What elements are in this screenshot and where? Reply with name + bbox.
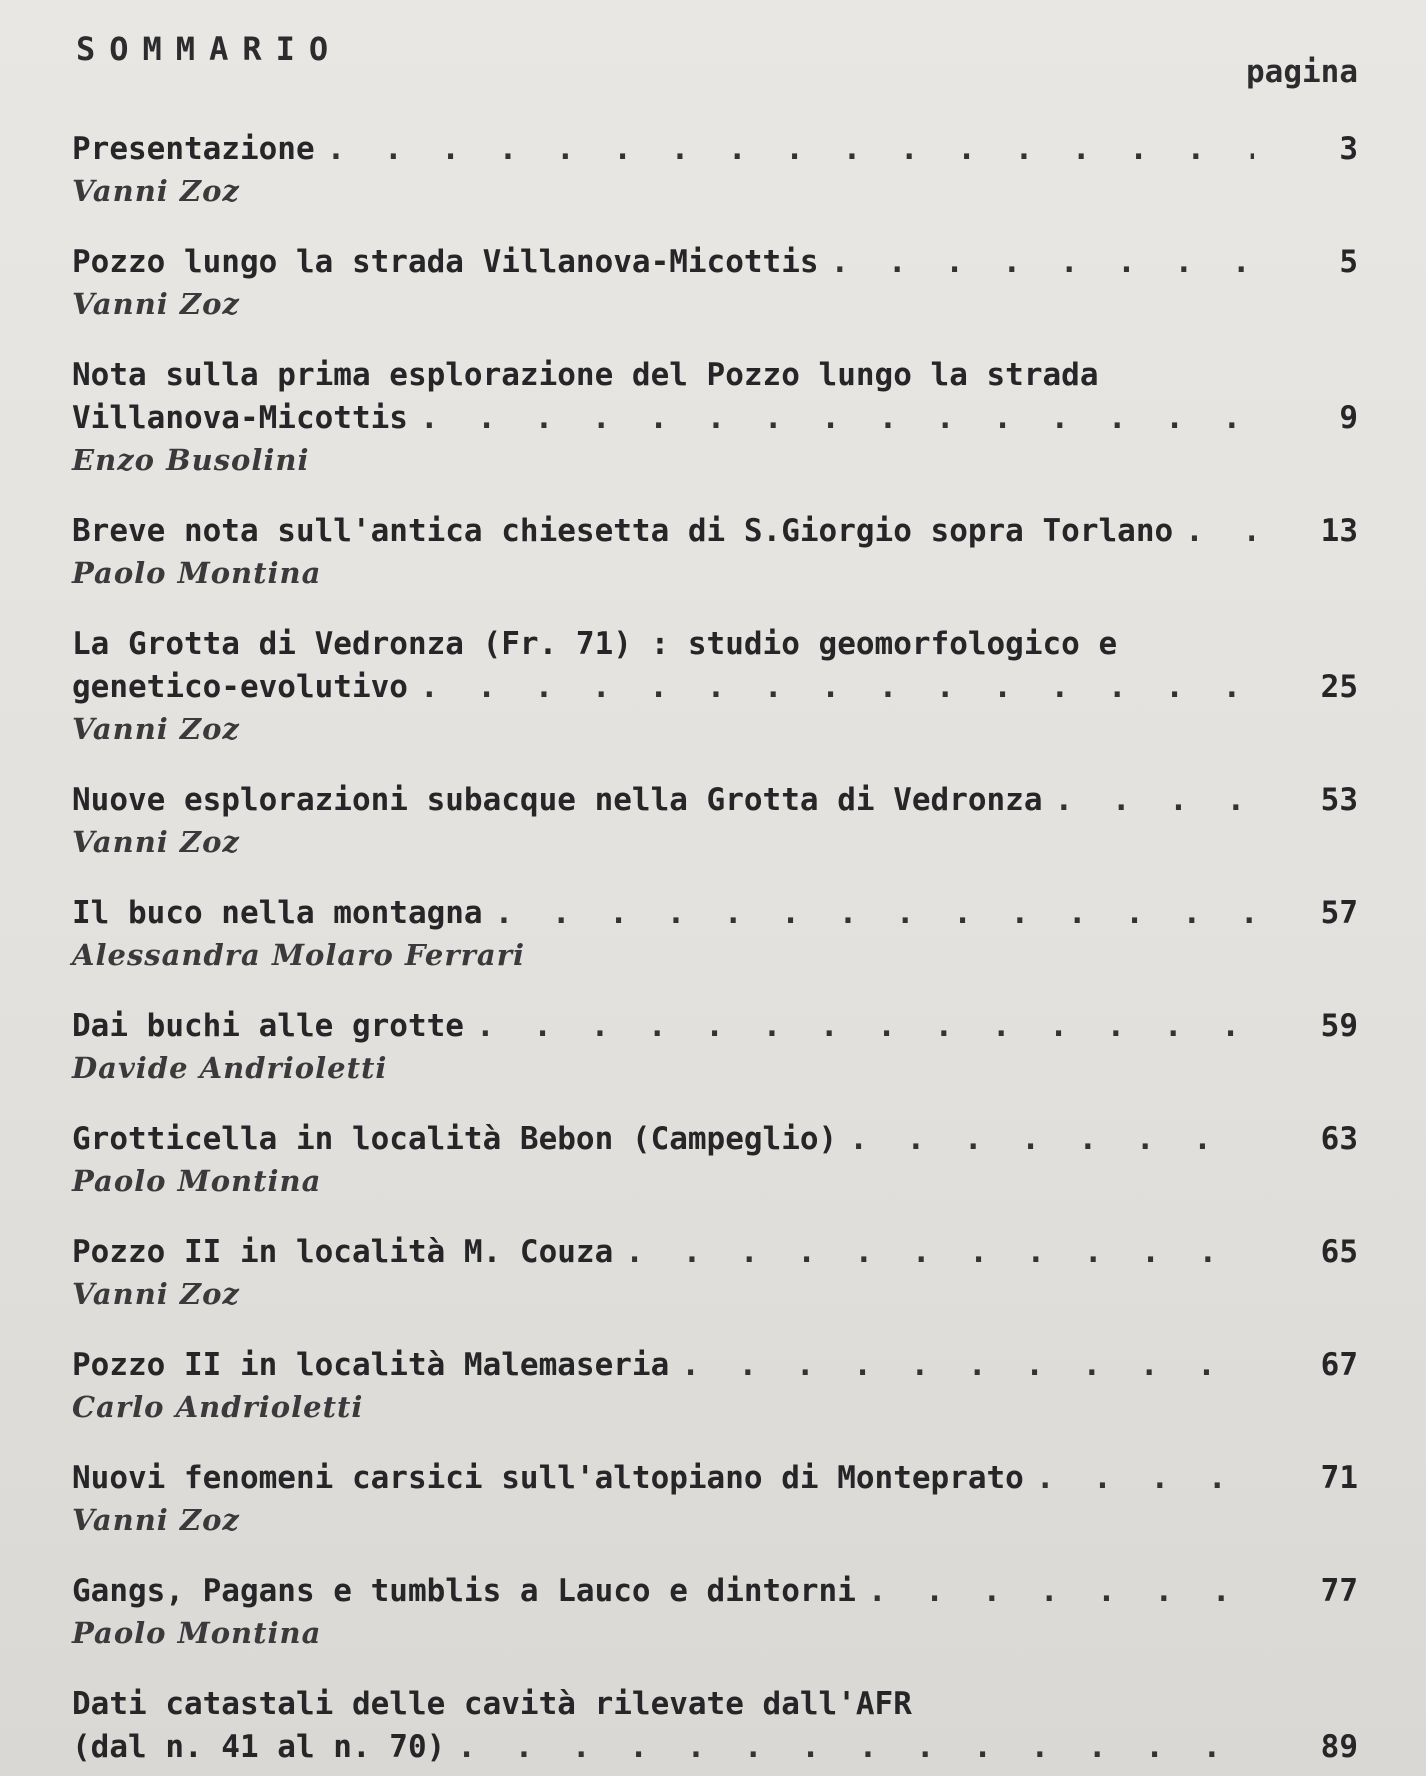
dot-leader <box>613 1231 1254 1274</box>
toc-title-line <box>72 241 1358 284</box>
toc-entry <box>72 241 1358 324</box>
toc-page-number: 63 <box>1320 1121 1358 1157</box>
toc-page-number: 59 <box>1320 1008 1358 1044</box>
toc-title: Presentazione <box>72 131 315 167</box>
toc-entry <box>72 892 1358 975</box>
dot-leader <box>315 128 1254 171</box>
toc-title-line <box>72 354 1358 397</box>
toc-author: Vanni Zoz <box>72 712 240 746</box>
toc-title-line <box>72 1457 1358 1500</box>
toc-title: Il buco nella montagna <box>72 895 483 931</box>
toc-page-number: 3 <box>1339 131 1358 167</box>
dot-leader <box>1043 779 1254 822</box>
toc-entry <box>72 1005 1358 1088</box>
toc-title: Nuove esplorazioni subacque nella Grotta di Vedronza <box>72 782 1043 818</box>
dot-leader <box>1173 510 1254 553</box>
toc-title-line <box>72 1726 1358 1769</box>
dot-leader <box>819 241 1254 284</box>
toc-title-line <box>72 1005 1358 1048</box>
toc-title: (dal n. 41 al n. 70) <box>72 1729 446 1765</box>
toc-title-line <box>72 510 1358 553</box>
dot-leader <box>483 892 1254 935</box>
toc-page-number: 13 <box>1320 513 1358 549</box>
dot-leader <box>1024 1457 1254 1500</box>
toc-author: Paolo Montina <box>72 556 322 590</box>
toc-entry <box>72 1118 1358 1201</box>
toc-author: Enzo Busolini <box>72 443 310 477</box>
toc-title: Pozzo II in località M. Couza <box>72 1234 614 1270</box>
toc-page-number: 5 <box>1339 244 1358 280</box>
toc-entry <box>72 128 1358 211</box>
toc-author: Vanni Zoz <box>72 1503 240 1537</box>
toc-entry <box>72 779 1358 862</box>
toc-title: Dai buchi alle grotte <box>72 1008 464 1044</box>
toc-author: Vanni Zoz <box>72 287 240 321</box>
toc-entry <box>72 1570 1358 1653</box>
toc-page-number: 89 <box>1320 1729 1358 1765</box>
toc-title: Gangs, Pagans e tumblis a Lauco e dintorni <box>72 1573 856 1609</box>
toc-title-line <box>72 1231 1358 1274</box>
toc-author: Paolo Montina <box>72 1616 322 1650</box>
toc-title-line <box>72 1118 1358 1161</box>
toc-author: Vanni Zoz <box>72 825 240 859</box>
toc-author: Vanni Zoz <box>72 174 240 208</box>
toc-page-number: 65 <box>1320 1234 1358 1270</box>
toc-entry <box>72 1457 1358 1540</box>
toc-page-number: 25 <box>1320 669 1358 705</box>
toc-page-number: 53 <box>1320 782 1358 818</box>
toc-title: Dati catastali delle cavità rilevate dall'AFR <box>72 1686 912 1722</box>
toc-entry <box>72 1683 1358 1769</box>
toc-heading: SOMMARIO <box>76 30 343 68</box>
toc-author: Paolo Montina <box>72 1164 322 1198</box>
dot-leader <box>445 1726 1254 1769</box>
toc-title: Nuovi fenomeni carsici sull'altopiano di Monteprato <box>72 1460 1024 1496</box>
toc-entry <box>72 510 1358 593</box>
toc-title: Pozzo II in località Malemaseria <box>72 1347 670 1383</box>
page-column-label: pagina <box>1246 54 1358 90</box>
toc-author: Carlo Andrioletti <box>72 1390 364 1424</box>
toc-title: Nota sulla prima esplorazione del Pozzo lungo la strada <box>72 357 1099 393</box>
toc-title-line <box>72 1683 1358 1726</box>
toc-entry <box>72 1344 1358 1427</box>
toc-title: genetico-evolutivo <box>72 669 408 705</box>
toc-title-line <box>72 779 1358 822</box>
toc-title-line <box>72 1570 1358 1613</box>
toc-title-line <box>72 397 1358 440</box>
toc-page-number: 71 <box>1320 1460 1358 1496</box>
dot-leader <box>856 1570 1254 1613</box>
toc-title-line <box>72 1344 1358 1387</box>
toc-author: Davide Andrioletti <box>72 1051 388 1085</box>
toc-entry <box>72 1231 1358 1314</box>
toc-author: Vanni Zoz <box>72 1277 240 1311</box>
toc-page-number: 67 <box>1320 1347 1358 1383</box>
toc-title-line <box>72 666 1358 709</box>
toc-title-line <box>72 128 1358 171</box>
table-of-contents <box>72 128 1358 1776</box>
toc-entry <box>72 354 1358 480</box>
toc-title: Villanova-Micottis <box>72 400 408 436</box>
dot-leader <box>408 666 1254 709</box>
toc-author: Alessandra Molaro Ferrari <box>72 938 526 972</box>
toc-title: Breve nota sull'antica chiesetta di S.Giorgio sopra Torlano <box>72 513 1174 549</box>
toc-title: Pozzo lungo la strada Villanova-Micottis <box>72 244 819 280</box>
toc-page-number: 77 <box>1320 1573 1358 1609</box>
toc-entry <box>72 623 1358 749</box>
dot-leader <box>464 1005 1254 1048</box>
toc-page-number: 57 <box>1320 895 1358 931</box>
dot-leader <box>669 1344 1254 1387</box>
toc-title-line <box>72 623 1358 666</box>
toc-page-number: 9 <box>1339 400 1358 436</box>
toc-title-line <box>72 892 1358 935</box>
toc-title: Grotticella in località Bebon (Campeglio) <box>72 1121 838 1157</box>
dot-leader <box>408 397 1254 440</box>
dot-leader <box>837 1118 1254 1161</box>
toc-title: La Grotta di Vedronza (Fr. 71) : studio geomorfologico e <box>72 626 1118 662</box>
